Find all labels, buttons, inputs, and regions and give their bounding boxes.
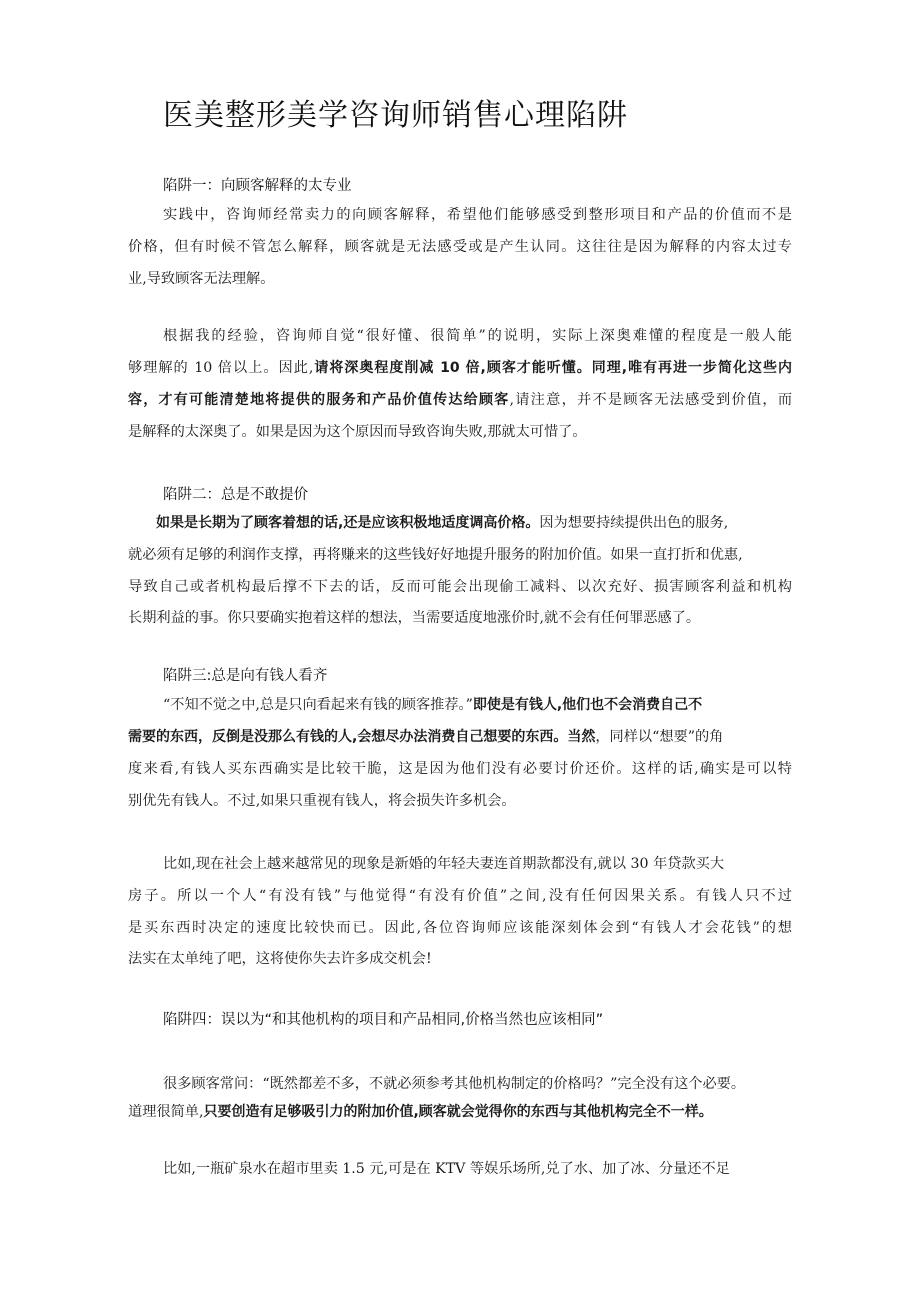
document-title: 医美整形美学咨询师销售心理陷阱 bbox=[163, 98, 628, 133]
paragraph-line: 导致自己或者机构最后撑不下去的话，反而可能会出现偷工减料、以次充好、损害顾客利益和机构 bbox=[128, 579, 792, 595]
paragraph-line bbox=[128, 357, 792, 377]
paragraph-line: 是解释的太深奥了。如果是因为这个原因而导致咨询失败,那就太可惜了。 bbox=[128, 424, 587, 440]
paragraph-line bbox=[128, 389, 792, 409]
paragraph-line: 度来看,有钱人买东西确实是比较干脆，这是因为他们没有必要讨价还价。这样的话,确实是可以特 bbox=[128, 761, 792, 777]
emphasis-text: 需要的东西，反倒是没那么有钱的人,会想尽办法消费自己想要的东西。当然 bbox=[128, 729, 596, 745]
paragraph-line: 比如,一瓶矿泉水在超市里卖 1.5 元,可是在 KTV 等娱乐场所,兑了水、加了冰、分量还不足 bbox=[163, 1161, 730, 1177]
emphasis-text: 请将深奥程度削减 10 倍,顾客才能听懂。同理,唯有再进一步简化这些内 bbox=[313, 360, 792, 376]
paragraph-line: 就必须有足够的利润作支撑，再将赚来的这些钱好好地提升服务的附加价值。如果一直打折和优惠, bbox=[128, 547, 743, 563]
paragraph-line: 比如,现在社会上越来越常见的现象是新婚的年轻夫妻连首期款都没有,就以 30 年贷款买大 bbox=[163, 856, 725, 872]
paragraph-line bbox=[128, 726, 792, 746]
paragraph-line bbox=[163, 694, 792, 714]
paragraph-line: 业,导致顾客无法理解。 bbox=[128, 271, 275, 287]
text-run: “不知不觉之中,总是只向看起来有钱的顾客推荐。” bbox=[163, 697, 473, 713]
paragraph-line bbox=[128, 1101, 792, 1121]
paragraph-line bbox=[156, 512, 792, 532]
text-run: 够理解的 10 倍以上。因此, bbox=[128, 360, 314, 376]
paragraph-line: 法实在太单纯了吧，这将使你失去许多成交机会! bbox=[128, 951, 432, 967]
paragraph-line: 很多顾客常问：“既然都差不多，不就必须参考其他机构制定的价格吗？”完全没有这个必要。 bbox=[163, 1076, 746, 1092]
section-heading-3: 陷阱三:总是向有钱人看齐 bbox=[163, 668, 328, 684]
paragraph-line: 房子。所以一个人“有没有钱”与他觉得“有没有价值”之间,没有任何因果关系。有钱人只不过 bbox=[128, 888, 792, 904]
paragraph-line: 别优先有钱人。不过,如果只重视有钱人，将会损失许多机会。 bbox=[128, 793, 516, 809]
paragraph-line: 根据我的经验，咨询师自觉“很好懂、很简单”的说明，实际上深奥难懂的程度是一般人能 bbox=[163, 328, 792, 344]
section-heading-1: 陷阱一：向顾客解释的太专业 bbox=[163, 178, 352, 194]
emphasis-text: 只要创造有足够吸引力的附加价值,顾客就会觉得你的东西与其他机构完全不一样。 bbox=[203, 1104, 713, 1120]
paragraph-line: 实践中，咨询师经常卖力的向顾客解释，希望他们能够感受到整形项目和产品的价值而不是 bbox=[163, 207, 792, 223]
paragraph-line: 价格，但有时候不管怎么解释，顾客就是无法感受或是产生认同。这往往是因为解释的内容太过专 bbox=[128, 239, 792, 255]
text-run: ，同样以“想要”的角 bbox=[595, 729, 724, 745]
section-heading-2: 陷阱二：总是不敢提价 bbox=[163, 487, 308, 503]
text-run: 因为想要持续提供出色的服务, bbox=[539, 515, 729, 531]
emphasis-text: 容，才有可能清楚地将提供的服务和产品价值传达给顾客 bbox=[128, 392, 510, 408]
emphasis-text: 如果是长期为了顾客着想的话,还是应该积极地适度调高价格。 bbox=[156, 515, 540, 531]
section-heading-4: 陷阱四：误以为“和其他机构的项目和产品相同,价格当然也应该相同” bbox=[163, 1012, 604, 1028]
text-run: ,请注意，并不是顾客无法感受到价值，而 bbox=[509, 392, 793, 408]
paragraph-line: 是买东西时决定的速度比较快而已。因此,各位咨询师应该能深刻体会到“有钱人才会花钱”的想 bbox=[128, 920, 792, 936]
paragraph-line: 长期利益的事。你只要确实抱着这样的想法，当需要适度地涨价时,就不会有任何罪恶感了。 bbox=[128, 610, 701, 626]
emphasis-text: 即使是有钱人,他们也不会消费自己不 bbox=[472, 697, 703, 713]
text-run: 道理很简单, bbox=[128, 1104, 204, 1120]
